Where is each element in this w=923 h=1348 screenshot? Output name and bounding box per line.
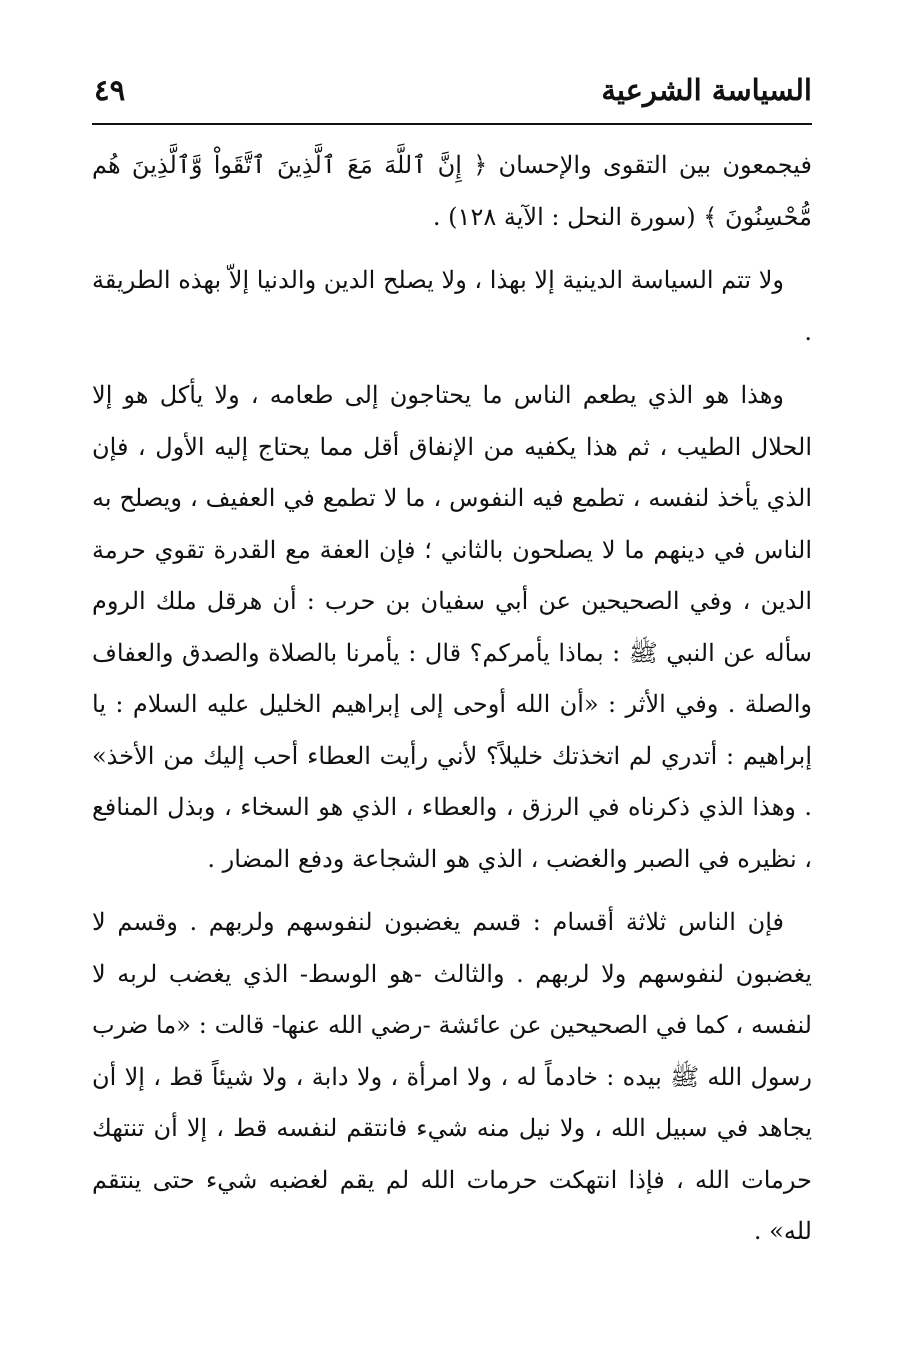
page-header <box>92 66 812 120</box>
paragraph-quran-quote: فيجمعون بين التقوى والإحسان ﴿ إِنَّ ٱللَّهَ مَعَ ٱلَّذِينَ ٱتَّقَواْ وَّٱلَّذِينَ هُم مُّحْسِنُونَ ﴾ (سورة النحل : الآية ١٢٨) . <box>92 151 812 231</box>
paragraph-feeding-people: وهذا هو الذي يطعم الناس ما يحتاجون إلى طعامه ، ولا يأكل هو إلا الحلال الطيب ، ثم هذا يكفيه من الإنفاق أقل مما يحتاج إليه الأول ، فإن الذي يأخذ لنفسه ، تطمع فيه النفوس ، ما لا تطمع في العفيف ، ويصلح به الناس في دينهم ما لا يصلحون بالثاني ؛ فإن العفة مع القدرة تقوي حرمة الدين ، وفي الصحيحين عن أبي سفيان بن حرب : أن هرقل ملك الروم سأله عن النبي ﷺ : بماذا يأمركم؟ قال : يأمرنا بالصلاة والصدق والعفاف والصلة . وفي الأثر : «أن الله أوحى إلى إبراهيم الخليل عليه السلام : يا إبراهيم : أتدري لم اتخذتك خليلاً؟ لأني رأيت العطاء أحب إليك من الأخذ» . وهذا الذي ذكرناه في الرزق ، والعطاء ، الذي هو السخاء ، وبذل المنافع ، نظيره في الصبر والغضب ، الذي هو الشجاعة ودفع المضار . <box>92 381 812 873</box>
body-text <box>92 140 812 1258</box>
running-title: السياسة الشرعية <box>601 73 812 107</box>
header-rule <box>92 123 812 125</box>
paragraph-three-kinds: فإن الناس ثلاثة أقسام : قسم يغضبون لنفوسهم ولربهم . وقسم لا يغضبون لنفوسهم ولا لربهم . والثالث -هو الوسط- الذي يغضب لربه لا لنفسه ، كما في الصحيحين عن عائشة -رضي الله عنها- قالت : «ما ضرب رسول الله ﷺ بيده : خادماً له ، ولا امرأة ، ولا دابة ، ولا شيئاً قط ، إلا أن يجاهد في سبيل الله ، ولا نيل منه شيء فانتقم لنفسه قط ، إلا أن تنتهك حرمات الله ، فإذا انتهكت حرمات الله لم يقم لغضبه شيء حتى ينتقم لله» . <box>92 908 812 1245</box>
paragraph-religious-policy: ولا تتم السياسة الدينية إلا بهذا ، ولا يصلح الدين والدنيا إلاّ بهذه الطريقة . <box>92 266 812 346</box>
page-number: ٤٩ <box>94 73 126 107</box>
